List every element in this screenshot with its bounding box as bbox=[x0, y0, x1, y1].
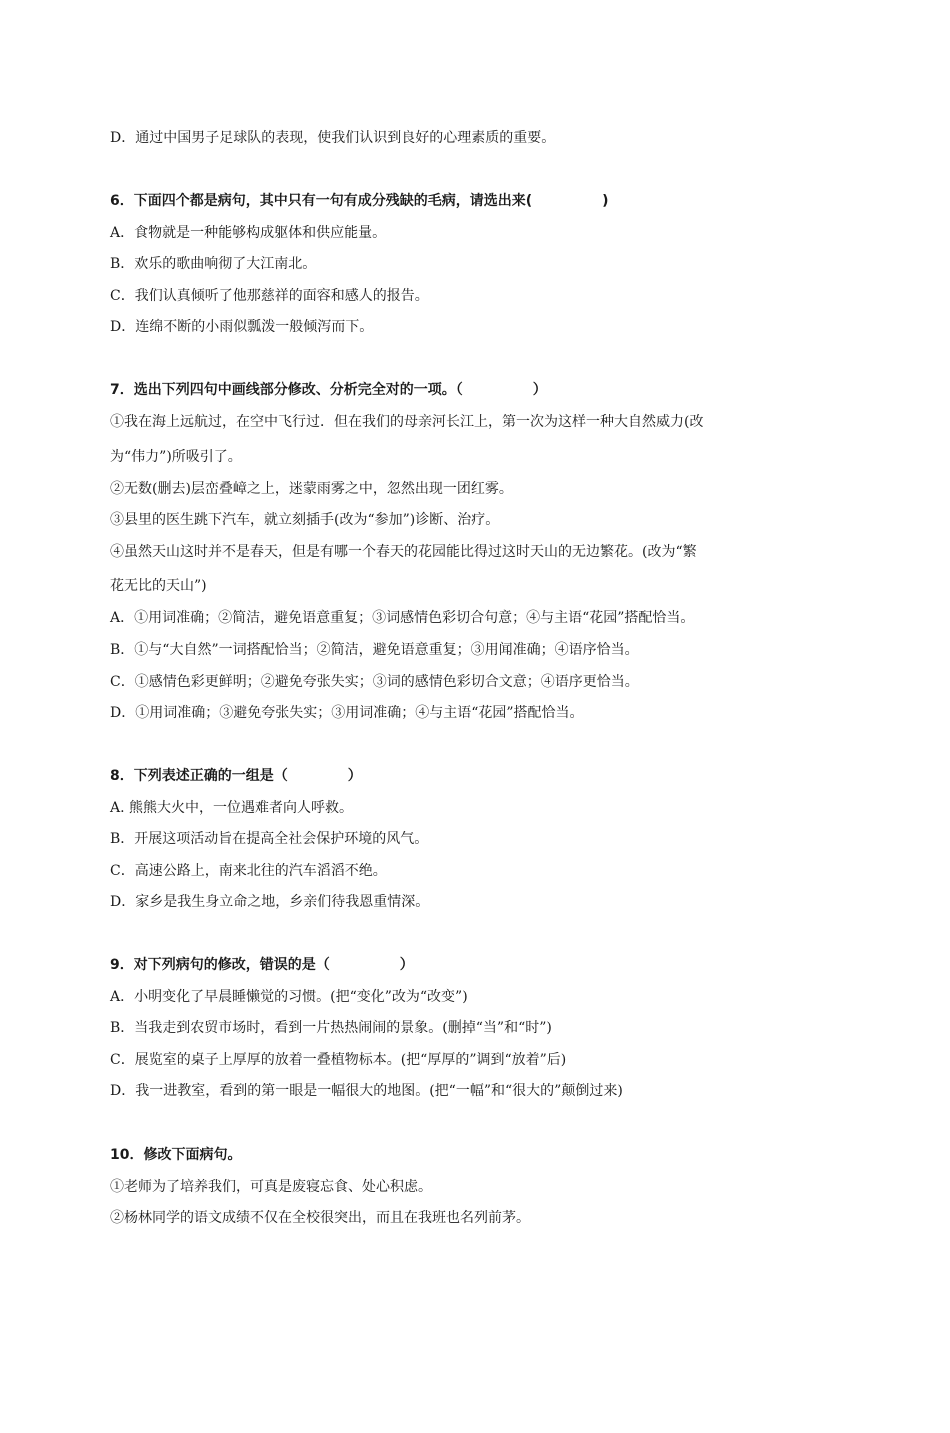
question-6-title bbox=[110, 191, 800, 211]
question-9-title bbox=[110, 955, 800, 975]
question-9-option-a: A．小明变化了早晨睡懒觉的习惯。(把“变化”改为“改变”) bbox=[110, 989, 468, 1005]
question-7-sentence-4: ④虽然天山这时并不是春天，但是有哪一个春天的花园能比得过这时天山的无边繁花。(改为“繁 bbox=[110, 544, 697, 560]
question-7-sentence-1: ①我在海上远航过，在空中飞行过．但在我们的母亲河长江上，第一次为这样一种大自然威力(改 bbox=[110, 414, 704, 430]
question-10-title: 10．修改下面病句。 bbox=[110, 1147, 242, 1163]
question-6-option-b: B．欢乐的歌曲响彻了大江南北。 bbox=[110, 256, 317, 272]
question-8-option-d: D．家乡是我生身立命之地，乡亲们待我恩重情深。 bbox=[110, 894, 430, 910]
question-6-option-c: C．我们认真倾听了他那慈祥的面容和感人的报告。 bbox=[110, 288, 429, 304]
question-7-option-c: C．①感情色彩更鲜明；②避免夸张失实；③词的感情色彩切合文意；④语序更恰当。 bbox=[110, 674, 639, 690]
question-6-title-text: 6．下面四个都是病句，其中只有一句有成分残缺的毛病，请选出来( bbox=[110, 193, 533, 209]
question-6-option-a: A．食物就是一种能够构成躯体和供应能量。 bbox=[110, 225, 387, 241]
question-7-title-text: 7．选出下列四句中画线部分修改、分析完全对的一项。（ bbox=[110, 382, 463, 398]
question-8-option-b: B．开展这项活动旨在提高全社会保护环境的风气。 bbox=[110, 831, 429, 847]
question-10-sentence-1: ①老师为了培养我们，可真是废寝忘食、处心积虑。 bbox=[110, 1179, 432, 1195]
question-7-option-b: B．①与“大自然”一词搭配恰当；②简洁，避免语意重复；③用闻准确；④语序恰当。 bbox=[110, 642, 639, 658]
question-6-option-d: D．连绵不断的小雨似瓢泼一般倾泻而下。 bbox=[110, 319, 374, 335]
question-8-title-close: ） bbox=[347, 768, 362, 784]
question-8-option-a: A. 熊熊大火中，一位遇难者向人呼救。 bbox=[110, 800, 354, 816]
prev-option-d: D．通过中国男子足球队的表现，使我们认识到良好的心理素质的重要。 bbox=[110, 130, 556, 146]
question-7-sentence-4-cont: 花无比的天山”) bbox=[110, 578, 207, 594]
question-9-option-c: C．展览室的桌子上厚厚的放着一叠植物标本。(把“厚厚的”调到“放着”后) bbox=[110, 1052, 567, 1068]
question-8-option-c: C．高速公路上，南来北往的汽车滔滔不绝。 bbox=[110, 863, 387, 879]
question-9-option-b: B．当我走到农贸市场时，看到一片热热闹闹的景象。(删掉“当”和“时”) bbox=[110, 1020, 552, 1036]
question-8-title-text: 8．下列表述正确的一组是（ bbox=[110, 768, 288, 784]
question-10-sentence-2: ②杨林同学的语文成绩不仅在全校很突出，而且在我班也名列前茅。 bbox=[110, 1210, 530, 1226]
question-7-option-a: A．①用词准确；②简洁，避免语意重复；③词感情色彩切合句意；④与主语“花园”搭配恰当。 bbox=[110, 610, 695, 626]
question-7-sentence-3: ③县里的医生跳下汽车，就立刻插手(改为“参加”)诊断、治疗。 bbox=[110, 512, 500, 528]
question-7-title bbox=[110, 380, 800, 400]
question-8-title bbox=[110, 766, 800, 786]
question-7-sentence-1-cont: 为“伟力”)所吸引了。 bbox=[110, 449, 242, 465]
question-9-option-d: D．我一进教室，看到的第一眼是一幅很大的地图。(把“一幅”和“很大的”颠倒过来) bbox=[110, 1083, 623, 1099]
question-9-title-close: ） bbox=[399, 957, 414, 973]
question-7-title-close: ） bbox=[532, 382, 547, 398]
question-9-title-text: 9．对下列病句的修改，错误的是（ bbox=[110, 957, 330, 973]
question-7-option-d: D．①用词准确；③避免夸张失实；③用词准确；④与主语“花园”搭配恰当。 bbox=[110, 705, 584, 721]
question-6-title-close: ) bbox=[602, 193, 609, 209]
question-7-sentence-2: ②无数(删去)层峦叠嶂之上，迷蒙雨雾之中，忽然出现一团红雾。 bbox=[110, 481, 513, 497]
